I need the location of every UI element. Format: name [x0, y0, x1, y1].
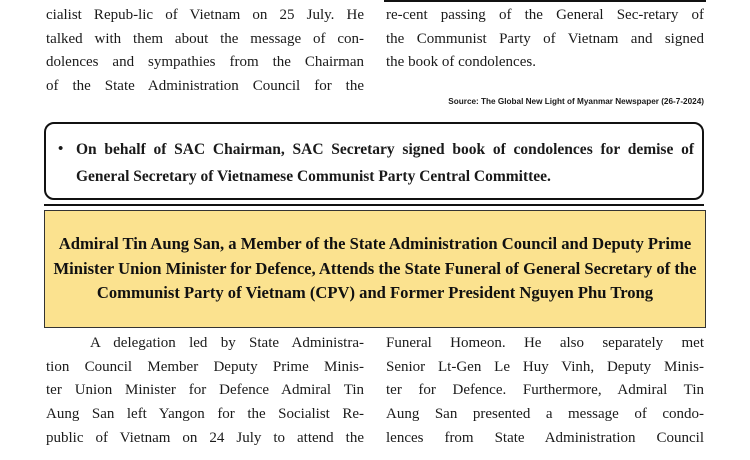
text-line: ter Union Minister for Defence Admiral Tin	[46, 382, 364, 399]
bullet-marker: •	[58, 141, 64, 157]
text-line: of the State Administration Council for the	[46, 78, 364, 95]
text-line: Funeral Homeon. He also separately met	[386, 335, 704, 351]
text-line: lences from State Administration Council	[386, 429, 704, 446]
article-headline: Admiral Tin Aung San, a Member of the State Administration Council and Deputy Prime Minister Union Minister for Defence, Attends the State Funeral of General Secretary of the Communist Party of Vietnam (CPV) and Former President Nguyen Phu Trong	[53, 234, 697, 303]
text-line: dolences and sympathies from the Chairman	[46, 54, 364, 71]
text-line: talked with them about the message of con-	[46, 30, 364, 47]
text-line: Aung San presented a message of condo-	[386, 406, 704, 423]
bottom-left-column	[46, 332, 364, 450]
bullet-text: On behalf of SAC Chairman, SAC Secretary signed book of condolences for demise of General Secretary of Vietnamese Communist Party Central Committee.	[76, 141, 694, 185]
top-left-column	[46, 4, 364, 99]
text-line: re-cent passing of the General Sec-retary of	[386, 7, 704, 23]
source-note: Source: The Global New Light of Myanmar Newspaper (26-7-2024)	[448, 97, 704, 106]
bullet-box	[44, 122, 704, 200]
text-line: the book of condolences.	[386, 54, 536, 71]
text-line: the Communist Party of Vietnam and signed	[386, 30, 704, 47]
text-line: cialist Repub-lic of Vietnam on 25 July. He	[46, 7, 364, 23]
section-divider	[44, 204, 704, 206]
top-rule	[384, 0, 706, 2]
headline-box	[44, 210, 706, 328]
text-line: tion Council Member Deputy Prime Minis-	[46, 358, 364, 375]
bottom-right-column	[386, 332, 704, 450]
text-line: public of Vietnam on 24 July to attend the	[46, 429, 364, 446]
text-line: A delegation led by State Administra-	[90, 335, 364, 351]
text-line: ter for Defence. Furthermore, Admiral Tin	[386, 382, 704, 399]
top-right-column	[386, 4, 704, 75]
text-line: Senior Lt-Gen Le Huy Vinh, Deputy Minis-	[386, 358, 704, 375]
text-line: Aung San left Yangon for the Socialist Re-	[46, 406, 364, 423]
